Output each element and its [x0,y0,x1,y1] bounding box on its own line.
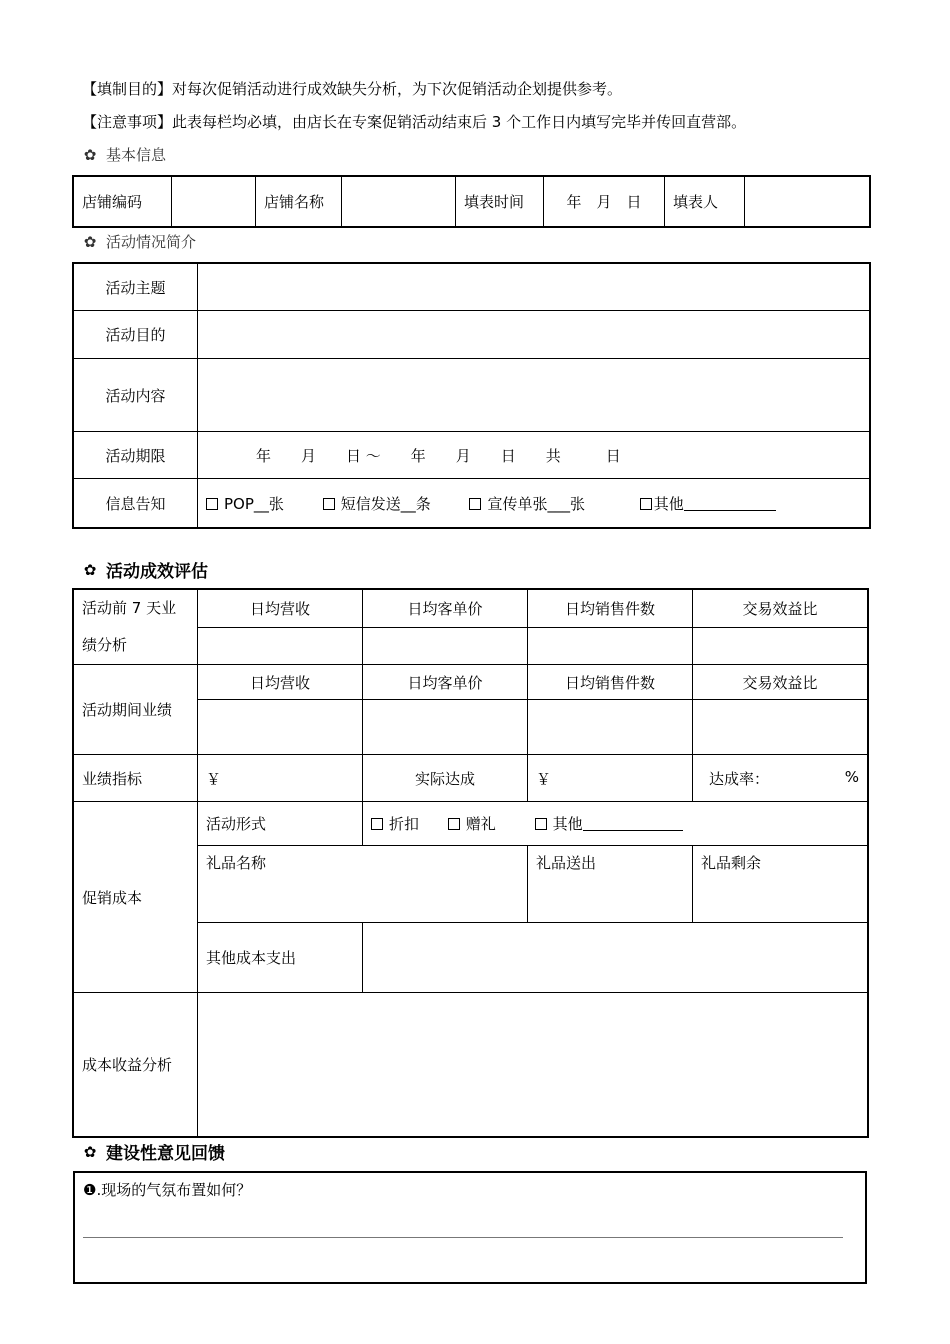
pre-daily-revenue-header: 日均营收 [198,590,363,628]
during-avg-ticket-header: 日均客单价 [363,665,528,700]
notice-label: 信息告知 [74,479,198,528]
feedback-question-1: ❶.现场的气氛布置如何？ [83,1181,252,1199]
section-title: 基本信息 [106,146,167,164]
pre-efficiency-header: 交易效益比 [693,590,868,628]
fill-date-field[interactable]: 年 月 日 [544,177,665,227]
section-title: 建设性意见回馈 [106,1144,225,1164]
roi-label: 成本收益分析 [74,993,198,1137]
filler-label: 填表人 [665,177,745,227]
rate-field[interactable] [693,755,868,802]
store-code-label: 店铺编码 [74,177,172,227]
checkbox-icon [371,818,383,830]
during-daily-revenue-header: 日均营收 [198,665,363,700]
during-label: 活动期间业绩 [74,665,198,755]
store-name-label: 店铺名称 [256,177,342,227]
other-cost-field[interactable] [363,923,868,993]
pre-avg-ticket-field[interactable] [363,627,528,665]
roi-field[interactable] [198,993,868,1137]
other-cost-label: 其他成本支出 [198,923,363,993]
rate-label: 达成率： [709,769,770,788]
form-label: 活动形式 [198,802,363,846]
purpose-text: 【填制目的】对每次促销活动进行成效缺失分析，为下次促销活动企划提供参考。 [82,80,623,98]
other-checkbox[interactable]: 其他 [640,495,776,513]
notes-text: 【注意事项】此表每栏均必填，由店长在专案促销活动结束后 3 个工作日内填写完毕并传回直营部。 [82,113,747,131]
sms-checkbox[interactable]: 短信发送__条 [323,493,431,514]
checkbox-icon [535,818,547,830]
content-label: 活动内容 [74,359,198,432]
period-label: 活动期限 [74,432,198,479]
gear-icon: ✿ [83,560,97,579]
store-name-field[interactable] [342,177,456,227]
gift-checkbox[interactable]: 赠礼 [448,813,496,834]
during-daily-units-field[interactable] [528,700,693,755]
promo-cost-label: 促销成本 [74,802,198,993]
activity-intro-table [73,263,870,528]
target-field[interactable]: ￥ [198,755,363,802]
during-daily-units-header: 日均销售件数 [528,665,693,700]
feedback-box [73,1171,867,1284]
pre-daily-units-field[interactable] [528,627,693,665]
target-label: 业绩指标 [74,755,198,802]
period-field[interactable]: 年 月 日 ～ 年 月 日 共 日 [198,432,870,479]
section-feedback [82,1139,225,1164]
gear-icon: ✿ [83,145,97,164]
gear-icon: ✿ [83,1142,97,1161]
gift-left-field[interactable]: 礼品剩余 [693,846,868,923]
discount-checkbox[interactable]: 折扣 [371,813,419,834]
pre-daily-units-header: 日均销售件数 [528,590,693,628]
notice-options [198,479,870,528]
pop-checkbox[interactable]: POP__张 [206,493,284,514]
purpose-field[interactable] [198,311,870,359]
section-title: 活动成效评估 [106,562,208,582]
checkbox-icon [640,498,652,510]
flyer-checkbox[interactable]: 宣传单张___张 [469,493,585,514]
checkbox-icon [323,498,335,510]
fill-time-label: 填表时间 [456,177,544,227]
content-field[interactable] [198,359,870,432]
effect-eval-table [73,589,868,1137]
during-avg-ticket-field[interactable] [363,700,528,755]
section-effect-eval [82,557,208,582]
gear-icon: ✿ [83,232,97,251]
gift-sent-field[interactable]: 礼品送出 [528,846,693,923]
during-efficiency-field[interactable] [693,700,868,755]
during-efficiency-header: 交易效益比 [693,665,868,700]
purpose-label: 活动目的 [74,311,198,359]
filler-field[interactable] [745,177,870,227]
section-basic-info [82,144,166,165]
pre-efficiency-field[interactable] [693,627,868,665]
store-code-field[interactable] [172,177,256,227]
section-activity-intro [82,231,196,252]
theme-label: 活动主题 [74,264,198,311]
form-other-checkbox[interactable]: 其他 [535,815,683,833]
actual-field[interactable]: ￥ [528,755,693,802]
checkbox-icon [448,818,460,830]
gift-name-field[interactable]: 礼品名称 [198,846,528,923]
theme-field[interactable] [198,264,870,311]
pre-avg-ticket-header: 日均客单价 [363,590,528,628]
section-title: 活动情况简介 [106,233,197,251]
pre-daily-revenue-field[interactable] [198,627,363,665]
basic-info-table [73,176,870,227]
actual-label: 实际达成 [363,755,528,802]
pre-7day-label: 活动前 7 天业绩分析 [74,590,198,665]
checkbox-icon [206,498,218,510]
answer-line[interactable] [83,1237,843,1238]
form-options [363,802,868,846]
during-daily-revenue-field[interactable] [198,700,363,755]
percent-sign: % [844,767,859,786]
checkbox-icon [469,498,481,510]
